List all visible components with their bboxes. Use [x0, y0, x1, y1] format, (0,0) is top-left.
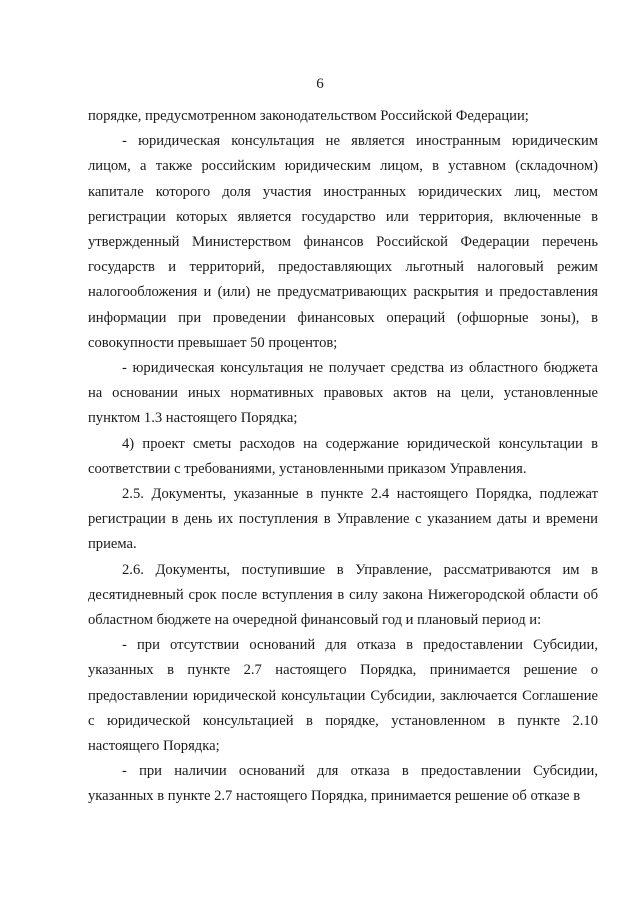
paragraph-item-4-estimate: 4) проект сметы расходов на содержание юридической консультации в соответствии с требованиями, установленными приказом Управления. [88, 435, 598, 477]
paragraph-2-6: 2.6. Документы, поступившие в Управление, рассматриваются им в десятидневный срок после вступления в силу закона Нижегородской области об областном бюджете на очередной финансовый год и плановый период и: [88, 561, 598, 629]
paragraph-foreign-entity-condition: - юридическая консультация не является иностранным юридическим лицом, а также российским юридическим лицом, в уставном (складочном) капитале которого доля участия иностранных юридических лиц, местом регистрации которых является государство или территория, включенные в утвержденный Министерством финансов Российской Федерации перечень государств и территорий, предоставляющих льготный налоговый режим налогообложения и (или) не предусматривающих раскрытия и предоставления информации при проведении финансовых операций (офшорные зоны), в совокупности превышает 50 процентов; [88, 133, 598, 351]
paragraph-no-refusal-grounds: - при отсутствии оснований для отказа в предоставлении Субсидии, указанных в пункте 2.7 настоящего Порядка, принимается решение о предоставлении юридической консультации Субсидии, заключается Соглашение с юридической консультацией в порядке, установленном в пункте 2.10 настоящего Порядка; [88, 637, 598, 755]
paragraph-budget-funds-condition: - юридическая консультация не получает средства из областного бюджета на основании иных нормативных правовых актов на цели, установленные пунктом 1.3 настоящего Порядка; [88, 360, 598, 427]
paragraph-continuation: порядке, предусмотренном законодательством Российской Федерации; [88, 108, 529, 124]
document-body [88, 104, 598, 810]
paragraph-refusal-grounds: - при наличии оснований для отказа в предоставлении Субсидии, указанных в пункте 2.7 настоящего Порядка, принимается решение об отказе в [88, 763, 598, 805]
page-number: 6 [316, 76, 324, 92]
paragraph-2-5: 2.5. Документы, указанные в пункте 2.4 настоящего Порядка, подлежат регистрации в день их поступления в Управление с указанием даты и времени приема. [88, 486, 598, 553]
